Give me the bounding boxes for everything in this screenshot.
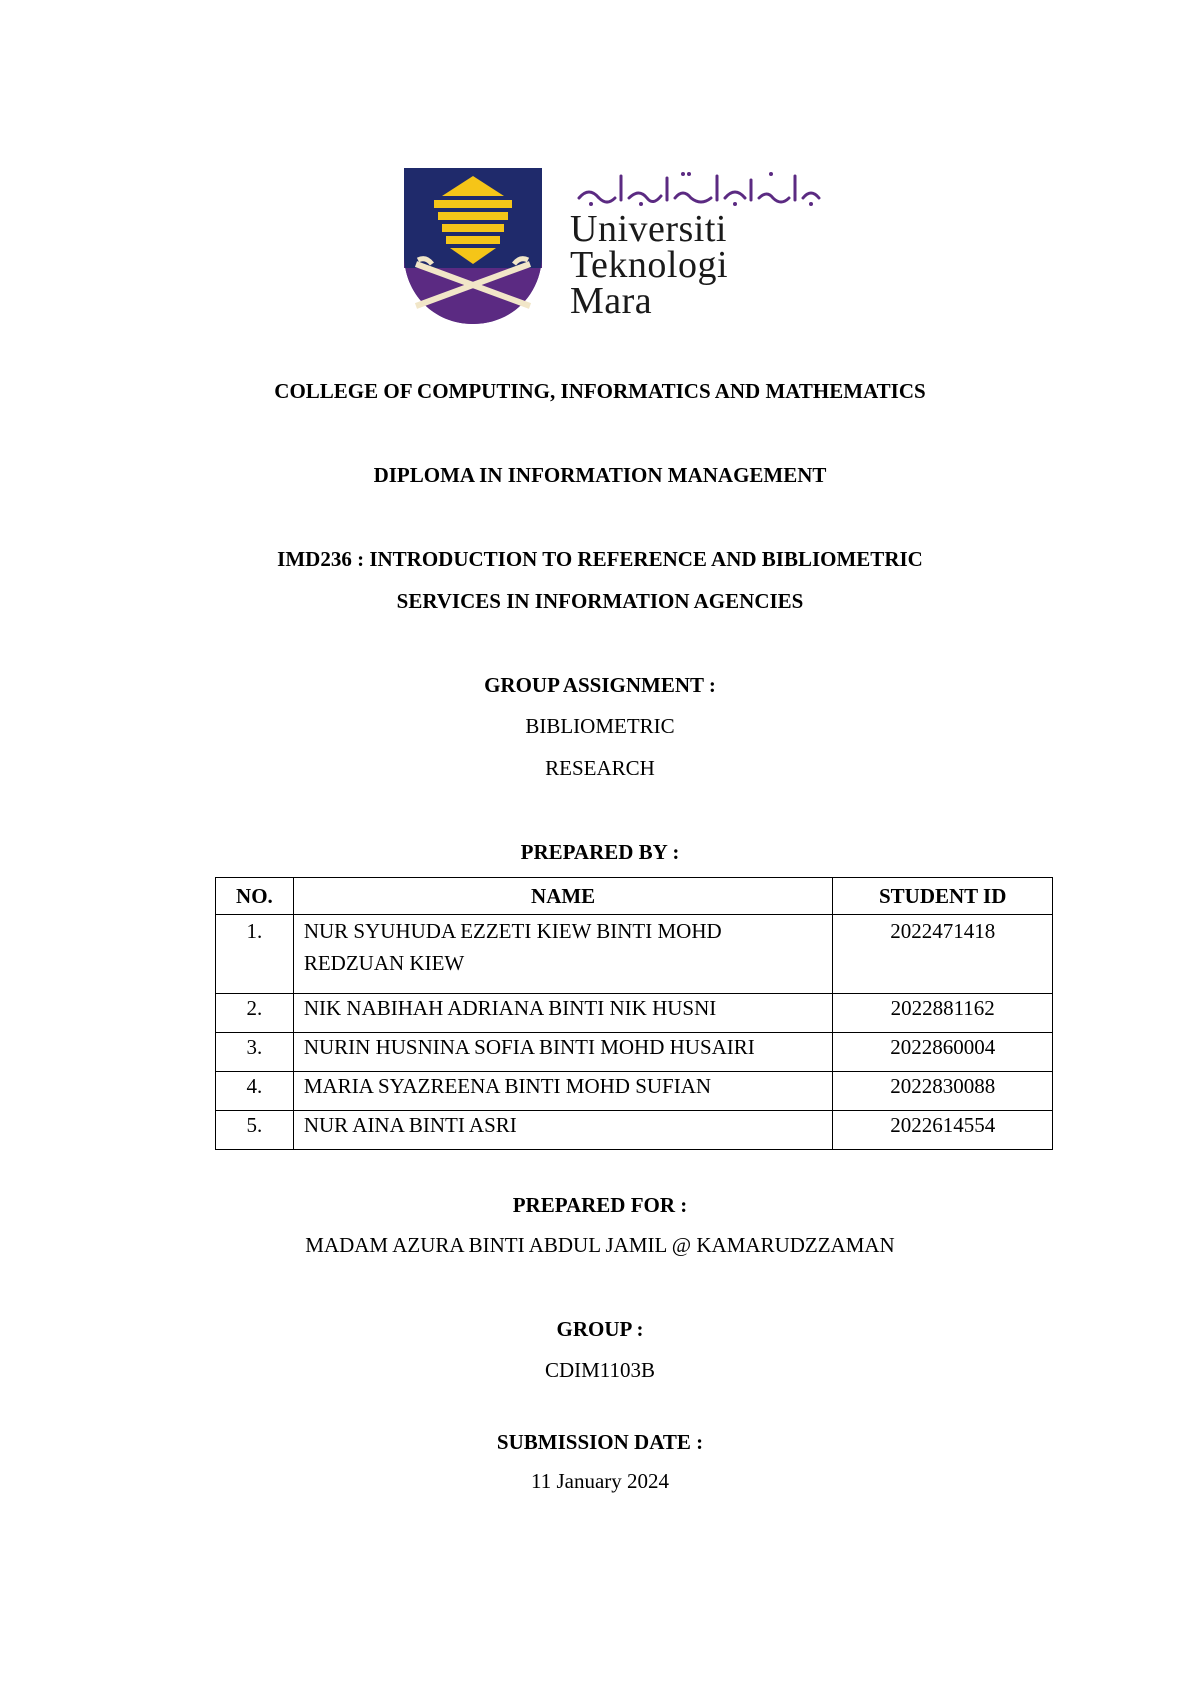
student-id: 2022614554 bbox=[833, 1111, 1053, 1150]
header-no: NO. bbox=[216, 878, 294, 915]
programme-title: DIPLOMA IN INFORMATION MANAGEMENT bbox=[373, 463, 827, 487]
college-title: COLLEGE OF COMPUTING, INFORMATICS AND MATHEMATICS bbox=[274, 379, 926, 403]
member-name-text: NUR AINA BINTI ASRI bbox=[303, 1113, 517, 1137]
member-name bbox=[293, 915, 833, 994]
table-row bbox=[216, 1072, 1053, 1111]
member-name-text: MARIA SYAZREENA BINTI MOHD SUFIAN bbox=[303, 1074, 712, 1098]
submission-date-label: SUBMISSION DATE : bbox=[496, 1430, 704, 1454]
header-student-id: STUDENT ID bbox=[833, 878, 1053, 915]
member-name bbox=[293, 1072, 833, 1111]
group-members-table bbox=[215, 877, 1053, 1150]
row-number: 2. bbox=[216, 994, 294, 1033]
course-title-line-1: IMD236 : INTRODUCTION TO REFERENCE AND BIBLIOMETRIC bbox=[277, 547, 923, 571]
table-row bbox=[216, 1033, 1053, 1072]
table-row bbox=[216, 994, 1053, 1033]
row-number: 3. bbox=[216, 1033, 294, 1072]
member-name-line-1: NUR SYUHUDA EZZETI KIEW BINTI MOHD bbox=[303, 919, 722, 943]
member-name bbox=[293, 994, 833, 1033]
row-number: 1. bbox=[216, 915, 294, 994]
university-logo bbox=[404, 168, 828, 324]
member-name-text: NIK NABIHAH ADRIANA BINTI NIK HUSNI bbox=[303, 996, 717, 1020]
uitm-crest-icon bbox=[404, 168, 542, 324]
member-name-text: NURIN HUSNINA SOFIA BINTI MOHD HUSAIRI bbox=[303, 1035, 755, 1059]
table-header-row bbox=[216, 878, 1053, 915]
table-row bbox=[216, 915, 1053, 994]
logo-name-line-3: Mara bbox=[570, 280, 653, 322]
student-id: 2022471418 bbox=[833, 915, 1053, 994]
course-title-line-2: SERVICES IN INFORMATION AGENCIES bbox=[396, 589, 804, 613]
group-code: CDIM1103B bbox=[544, 1358, 656, 1382]
member-name bbox=[293, 1111, 833, 1150]
assignment-title-line-1: BIBLIOMETRIC bbox=[525, 714, 675, 738]
row-number: 5. bbox=[216, 1111, 294, 1150]
assignment-label: GROUP ASSIGNMENT : bbox=[484, 673, 716, 697]
lecturer-name: MADAM AZURA BINTI ABDUL JAMIL @ KAMARUDZZAMAN bbox=[305, 1233, 895, 1257]
student-id: 2022860004 bbox=[833, 1033, 1053, 1072]
row-number: 4. bbox=[216, 1072, 294, 1111]
logo-name-line-1: Universiti bbox=[570, 208, 727, 250]
student-id: 2022830088 bbox=[833, 1072, 1053, 1111]
assignment-title-line-2: RESEARCH bbox=[545, 756, 655, 780]
logo-name-line-2: Teknologi bbox=[570, 244, 729, 286]
member-name-line-2: REDZUAN KIEW bbox=[303, 951, 465, 975]
table-row bbox=[216, 1111, 1053, 1150]
jawi-logotype bbox=[571, 168, 830, 208]
prepared-for-label: PREPARED FOR : bbox=[512, 1193, 688, 1217]
header-name: NAME bbox=[293, 878, 833, 915]
submission-date: 11 January 2024 bbox=[530, 1469, 670, 1493]
prepared-by-label: PREPARED BY : bbox=[520, 840, 680, 864]
student-id: 2022881162 bbox=[833, 994, 1053, 1033]
member-name bbox=[293, 1033, 833, 1072]
group-label: GROUP : bbox=[556, 1317, 644, 1341]
